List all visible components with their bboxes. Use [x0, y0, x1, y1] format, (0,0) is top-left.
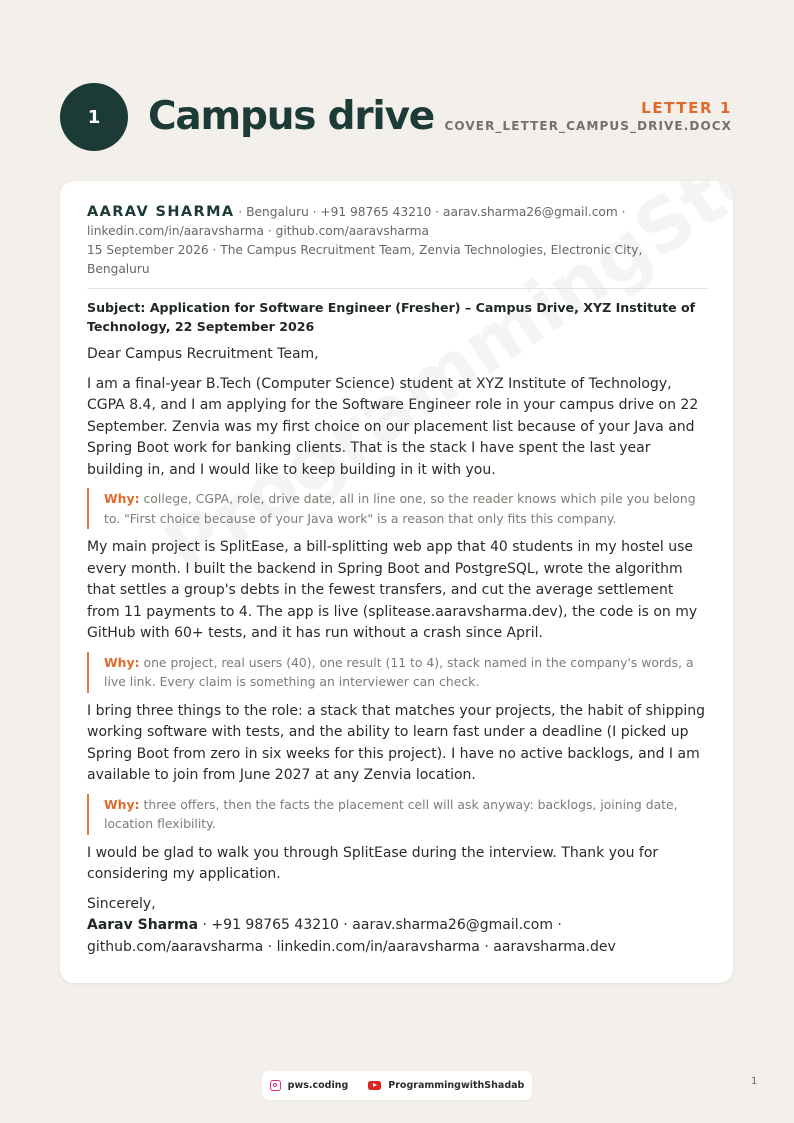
why-label: Why: — [104, 796, 140, 812]
youtube-icon — [368, 1081, 381, 1090]
instagram-handle: pws.coding — [287, 1080, 349, 1091]
paragraph-2: My main project is SplitEase, a bill-splitting web app that 40 students in my hostel use every month. I built the backend in Spring Boot and PostgreSQL, wrote the algorithm that settles a group's debts in the fewest transfers, and cut the average settlement from 11 payments to 4. The app is live (splitease.aaravsharma.dev), the code is on my GitHub with 60+ tests, and it has run without a crash since April. — [87, 539, 698, 641]
why-note-2 — [87, 652, 707, 693]
why-label: Why: — [104, 491, 140, 506]
letter-tag — [445, 99, 732, 135]
letter-body — [87, 203, 707, 958]
why-label: Why: — [104, 654, 140, 670]
sender-links: linkedin.com/in/aaravsharma · github.com/aaravsharma — [87, 224, 430, 238]
date-recipient: 15 September 2026 · The Campus Recruitment Team, Zenvia Technologies, Electronic City, Bengaluru — [87, 243, 643, 276]
letter-label: LETTER 1 — [641, 99, 732, 117]
page-number: 1 — [751, 1076, 758, 1087]
closing: Sincerely, — [87, 895, 156, 912]
file-name: COVER_LETTER_CAMPUS_DRIVE.DOCX — [444, 119, 732, 133]
youtube-handle: ProgrammingwithShadab — [388, 1080, 525, 1091]
salutation: Dear Campus Recruitment Team, — [87, 346, 319, 362]
sender-header — [87, 203, 707, 279]
paragraph-4: I would be glad to walk you through SplitEase during the interview. Thank you for considering my application. — [87, 844, 659, 882]
divider — [87, 288, 707, 289]
why-note-1 — [87, 488, 707, 529]
instagram-icon — [270, 1080, 281, 1091]
sender-name: AARAV SHARMA — [87, 204, 235, 220]
why-text-2: one project, real users (40), one result (11 to 4), stack named in the company's words, a live link. Every claim is something an interviewer can check. — [104, 654, 694, 689]
instagram-link[interactable] — [270, 1080, 349, 1091]
paragraph-1: I am a final-year B.Tech (Computer Science) student at XYZ Institute of Technology, CGPA 8.4, and I am applying for the Software Engineer role in your campus drive on 22 September. Zenvia was my first choice on our placement list because of your Java and Spring Boot work for banking clients. That is the stack I have spent the last year building in, and I would like to keep building in it with you. — [87, 375, 699, 478]
sender-contact: · Bengaluru · +91 98765 43210 · aarav.sharma26@gmail.com · — [234, 205, 626, 219]
why-note-3 — [87, 794, 707, 835]
signature-contact: · +91 98765 43210 · aarav.sharma26@gmail.com · github.com/aaravsharma · linkedin.com/in/aaravsharma · aaravsharma.dev — [87, 917, 616, 955]
letter-card — [60, 181, 733, 983]
why-text-1: college, CGPA, role, drive date, all in line one, so the reader knows which pile you belong to. "First choice because of your Java work" is a reason that only fits this company. — [104, 491, 696, 526]
youtube-link[interactable] — [368, 1080, 524, 1091]
signature — [87, 915, 707, 958]
signature-name: Aarav Sharma — [87, 917, 199, 933]
section-number: 1 — [87, 106, 101, 128]
page-title: Campus drive — [148, 94, 435, 139]
subject-line: Subject: Application for Software Engineer (Fresher) – Campus Drive, XYZ Institute of Technology, 22 September 2026 — [87, 300, 696, 334]
paragraph-3: I bring three things to the role: a stack that matches your projects, the habit of shipping working software with tests, and the ability to learn fast under a deadline (I picked up Spring Boot from zero in six weeks for this project). I have no active backlogs, and I am available to join from June 2027 at any Zenvia location. — [87, 702, 706, 783]
why-text-3: three offers, then the facts the placement cell will ask anyway: backlogs, joining date, location flexibility. — [104, 796, 678, 831]
social-footer — [262, 1071, 532, 1100]
section-number-badge — [60, 83, 128, 151]
